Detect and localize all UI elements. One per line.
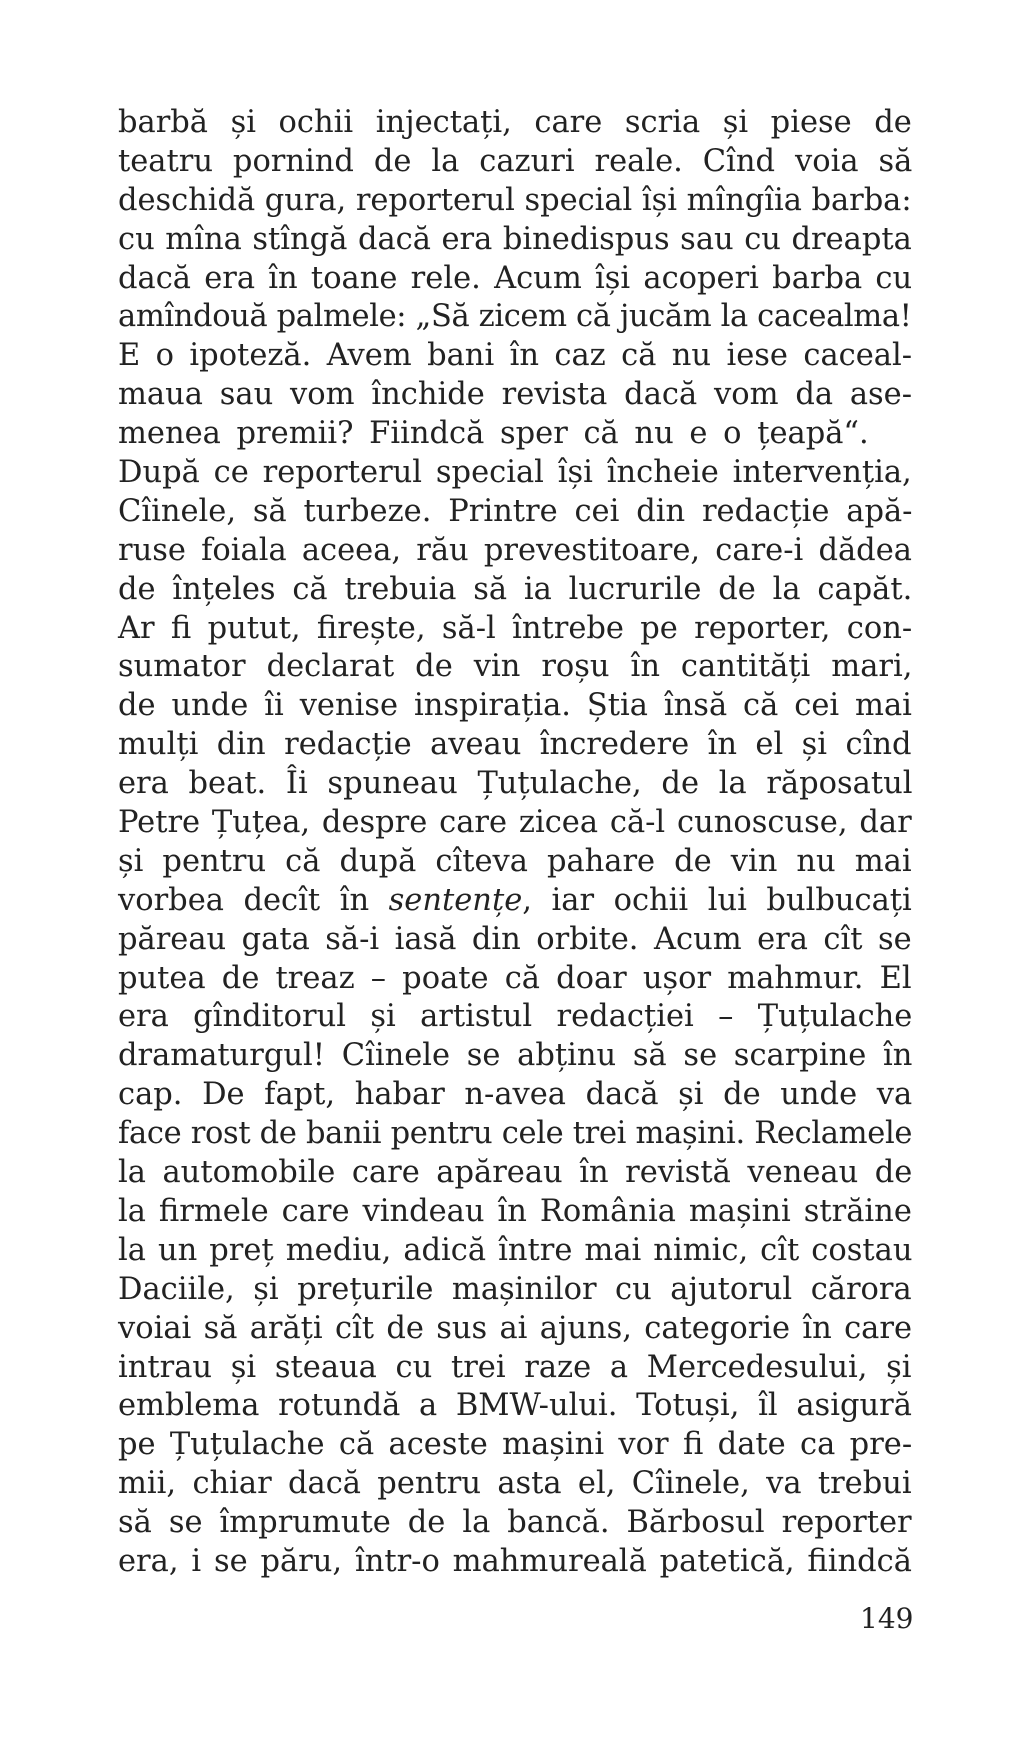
page-body bbox=[118, 104, 912, 1582]
text-line: Petre Țuțea, despre care zicea că-l cunoscuse, dar bbox=[118, 805, 912, 841]
text-line: pe Țuțulache că aceste mașini vor fi date ca pre- bbox=[118, 1427, 913, 1463]
text-line: barbă și ochii injectați, care scria și piese de bbox=[118, 105, 912, 140]
text-line: deschidă gura, reporterul special își mîngîia barba: bbox=[118, 182, 912, 218]
text-line: era beat. Îi spuneau Țuțulache, de la răposatul bbox=[118, 766, 913, 802]
text-line: la un preț mediu, adică între mai nimic, cît costau bbox=[118, 1232, 913, 1268]
text-line: și pentru că după cîteva pahare de vin nu mai bbox=[118, 843, 912, 879]
text-line: păreau gata să-i iasă din orbite. Acum era cît se bbox=[118, 921, 912, 957]
text-segment: vorbea decît în bbox=[118, 882, 389, 918]
text-line-with-italic bbox=[118, 882, 912, 921]
text-line: cu mîna stîngă dacă era binedispus sau cu dreapta bbox=[118, 221, 912, 257]
text-line: maua sau vom închide revista dacă vom da ase- bbox=[118, 377, 913, 413]
text-line: teatru pornind de la cazuri reale. Cînd voia să bbox=[118, 143, 913, 179]
text-line: era gînditorul și artistul redacției – Țuțulache bbox=[118, 999, 913, 1035]
text-line: cap. De fapt, habar n-avea dacă și de unde va bbox=[118, 1077, 913, 1113]
text-line: După ce reporterul special își încheie intervenția, bbox=[118, 455, 912, 491]
italic-word: sentențe bbox=[388, 882, 523, 918]
page-number: 149 bbox=[860, 1602, 914, 1635]
text-line: să se împrumute de la bancă. Bărbosul reporter bbox=[118, 1505, 912, 1541]
text-line: ruse foiala aceea, rău prevestitoare, care-i dădea bbox=[118, 532, 912, 568]
text-line: la automobile care apăreau în revistă veneau de bbox=[118, 1155, 913, 1191]
text-line: de înțeles că trebuia să ia lucrurile de la capăt. bbox=[118, 571, 913, 607]
text-line: Daciile, și prețurile mașinilor cu ajutorul cărora bbox=[118, 1271, 912, 1307]
text-line: amîndouă palmele: „Să zicem că jucăm la cacealma! bbox=[118, 299, 912, 335]
text-line: intrau și steaua cu trei raze a Mercedesului, și bbox=[118, 1349, 912, 1385]
text-line: la firmele care vindeau în România mașini străine bbox=[118, 1193, 912, 1229]
text-line: de unde îi venise inspirația. Știa însă că cei mai bbox=[118, 688, 912, 724]
text-line: menea premii? Fiindcă sper că nu e o țeapă“. bbox=[118, 416, 869, 452]
text-line: sumator declarat de vin roșu în cantități mari, bbox=[118, 649, 913, 685]
text-line: E o ipoteză. Avem bani în caz că nu iese caceal- bbox=[118, 338, 913, 374]
text-line: era, i se păru, într-o mahmureală patetică, fiindcă bbox=[118, 1543, 912, 1579]
text-line: mulți din redacție aveau încredere în el și cînd bbox=[118, 727, 912, 763]
text-line: mii, chiar dacă pentru asta el, Cîinele, va trebui bbox=[118, 1466, 912, 1502]
text-line: voiai să arăți cît de sus ai ajuns, categorie în care bbox=[118, 1310, 912, 1346]
text-line: dramaturgul! Cîinele se abținu să se scarpine în bbox=[118, 1038, 913, 1074]
text-line: putea de treaz – poate că doar ușor mahmur. El bbox=[118, 960, 912, 996]
text-line: Ar fi putut, firește, să-l întrebe pe reporter, con- bbox=[118, 610, 913, 646]
text-line: emblema rotundă a BMW-ului. Totuși, îl asigură bbox=[118, 1388, 912, 1424]
text-segment: , iar ochii lui bulbucați bbox=[522, 882, 912, 918]
text-line: face rost de banii pentru cele trei mașini. Reclamele bbox=[118, 1116, 913, 1152]
text-line: Cîinele, să turbeze. Printre cei din redacție apă- bbox=[118, 493, 913, 529]
text-line: dacă era în toane rele. Acum își acoperi barba cu bbox=[118, 260, 913, 296]
